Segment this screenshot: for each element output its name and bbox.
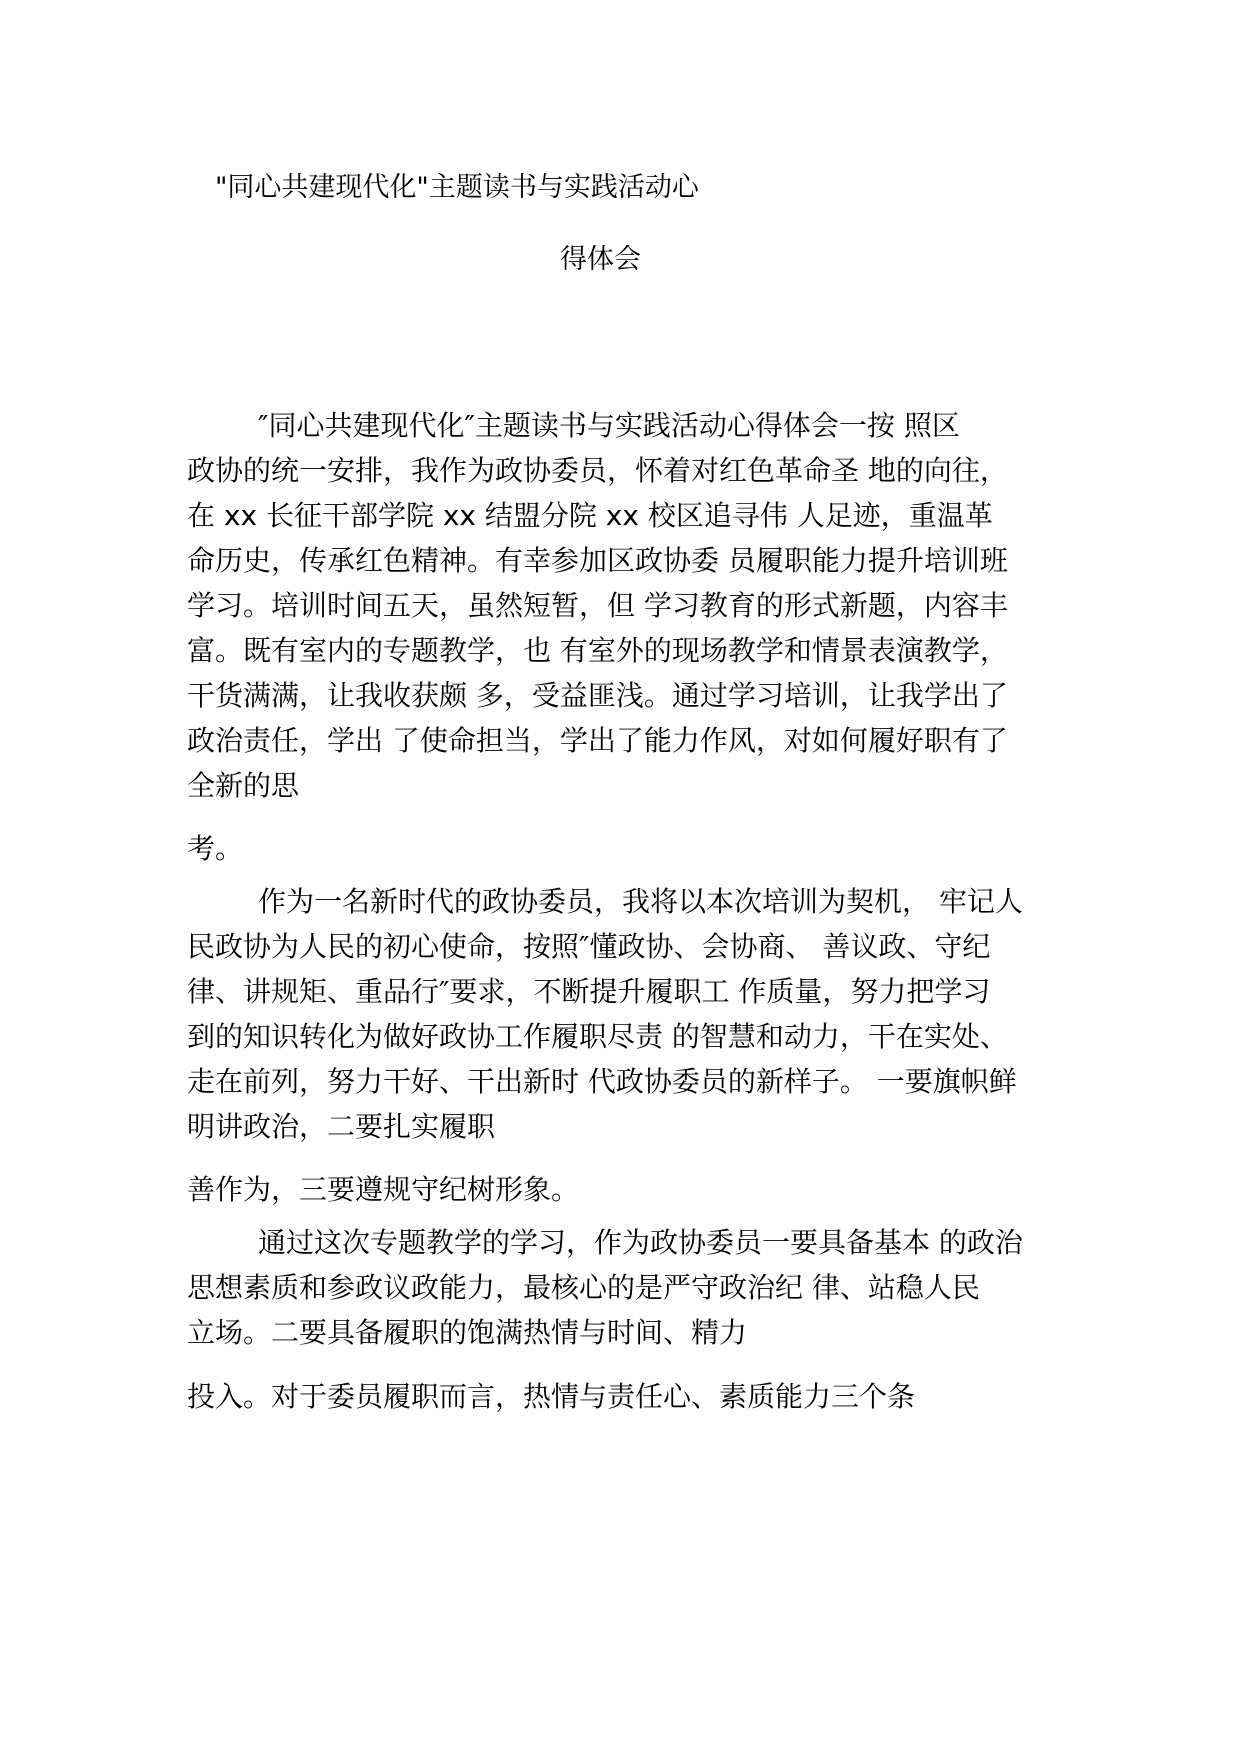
paragraph-1-line-6: 富。既有室内的专题教学，也 有室外的现场教学和情景表演教学，	[187, 634, 1008, 667]
paragraph-1-line-2: 政协的统一安排，我作为政协委员，怀着对红色革命圣 地的向往，	[187, 454, 1008, 487]
paragraph-1-line-7: 干货满满，让我收获颇 多，受益匪浅。通过学习培训，让我学出了	[187, 679, 1008, 712]
paragraph-1-line-1: ″同心共建现代化″主题读书与实践活动心得体会一按 照区	[258, 409, 960, 442]
paragraph-2-line-4: 到的知识转化为做好政协工作履职尽责 的智慧和动力，干在实处、	[187, 1020, 1008, 1053]
paragraph-1-line-8: 政治责任，学出 了使命担当，学出了能力作风，对如何履好职有了	[187, 724, 1008, 757]
paragraph-3-line-4: 投入。对于委员履职而言，热情与责任心、素质能力三个条	[187, 1380, 916, 1413]
paragraph-2-line-6: 明讲政治，二要扎实履职	[187, 1110, 496, 1143]
paragraph-2-line-3: 律、讲规矩、重品行″要求，不断提升履职工 作质量，努力把学习	[187, 975, 991, 1008]
paragraph-3-line-2: 思想素质和参政议政能力，最核心的是严守政治纪 律、站稳人民	[187, 1271, 980, 1304]
paragraph-2-line-7: 善作为，三要遵规守纪树形象。	[187, 1173, 580, 1206]
document-title-line-2: 得体会	[560, 244, 641, 275]
paragraph-2-line-5: 走在前列，努力干好、干出新时 代政协委员的新样子。 一要旗帜鲜	[187, 1065, 1017, 1098]
paragraph-1-line-4: 命历史，传承红色精神。有幸参加区政协委 员履职能力提升培训班	[187, 544, 1008, 577]
paragraph-1-line-5: 学习。培训时间五天，虽然短暂，但 学习教育的形式新题，内容丰	[187, 589, 1008, 622]
paragraph-3-line-1: 通过这次专题教学的学习，作为政协委员一要具备基本 的政治	[258, 1226, 1023, 1259]
paragraph-1-line-9: 全新的思	[187, 769, 300, 802]
paragraph-1-line-3: 在 xx 长征干部学院 xx 结盟分院 xx 校区追寻伟 人足迹，重温革	[187, 499, 993, 532]
document-title-line-1: "同心共建现代化"主题读书与实践活动心	[215, 172, 699, 203]
paragraph-2-line-1: 作为一名新时代的政协委员，我将以本次培训为契机， 牢记人	[258, 885, 1023, 918]
paragraph-1-line-10: 考。	[187, 832, 244, 865]
paragraph-2-line-2: 民政协为人民的初心使命，按照″懂政协、会协商、 善议政、守纪	[187, 930, 991, 963]
paragraph-3-line-3: 立场。二要具备履职的饱满热情与时间、精力	[187, 1316, 748, 1349]
